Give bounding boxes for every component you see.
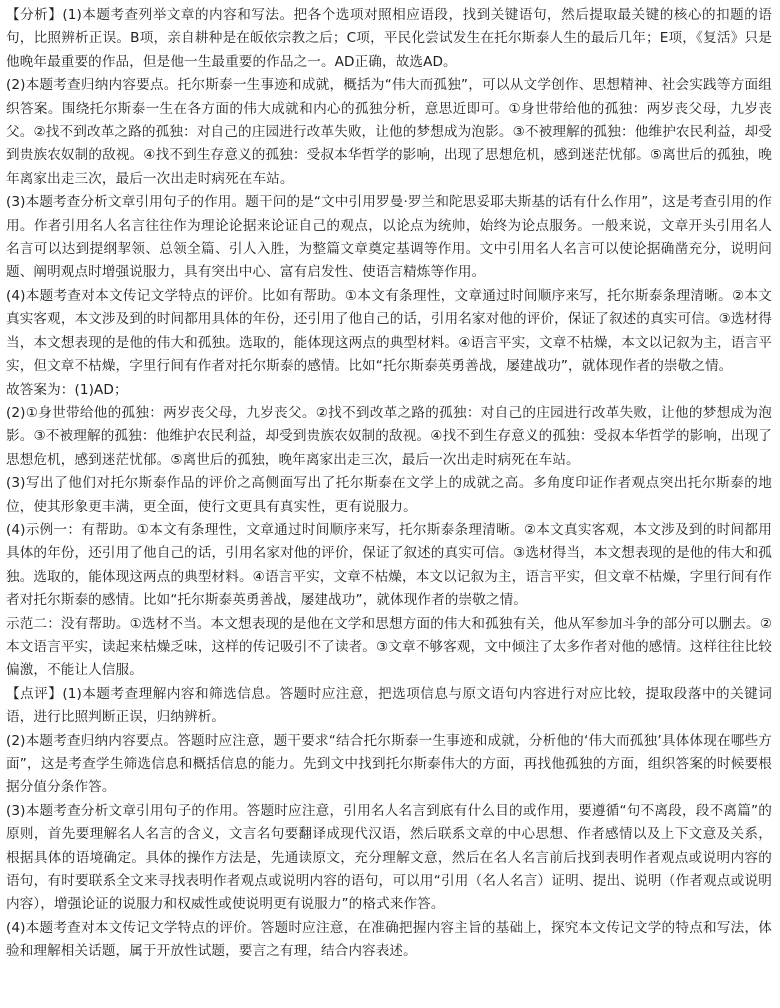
analysis-question-2: (2)本题考查归纳内容要点。托尔斯泰一生事迹和成就，概括为“伟大而孤独”，可以从文学创作、思想精神、社会实践等方面组织答案。围绕托尔斯泰一生在各方面的伟大成就和内心的孤独分析，意思近即可。①身世带给他的孤独：两岁丧父母，九岁丧父。②找不到改革之路的孤独：对自己的庄园进行改革失败，让他的梦想成为泡影。③不被理解的孤独：他维护农民利益，却受到贵族农奴制的敌视。④找不到生存意义的孤独：受叔本华哲学的影响，出现了思想危机，感到迷茫忧郁。⑤离世后的孤独，晚年离家出走三次，最后一次出走时病死在车站。 [6,77,772,187]
answer-question-4-example-2: 示范二：没有帮助。①选材不当。本文想表现的是他在文学和思想方面的伟大和孤独有关，他从军参加斗争的部分可以删去。②本文语言平实，读起来枯燥乏味，这样的传记吸引不了读者。③文章不够客观，文中倾注了太多作者对他的感情。这样往往比较偏激，不能让人信服。 [6,615,772,679]
analysis-question-3: (3)本题考查分析文章引用句子的作用。题干问的是“文中引用罗曼·罗兰和陀思妥耶夫斯基的话有什么作用”，这是考查引用的作用。作者引用名人名言往往作为理论论据来论证自己的观点，以论点为统帅，始终为论点服务。一般来说，文章开头引用名人名言可以达到提纲挈领、总领全篇、引人入胜，为整篇文章奠定基调等作用。文中引用名人名言可以使论据确凿充分，说明问题、阐明观点时增强说服力，具有突出中心、富有启发性、使语言精炼等作用。 [6,194,772,281]
answer-question-2: (2)①身世带给他的孤独：两岁丧父母，九岁丧父。②找不到改革之路的孤独：对自己的庄园进行改革失败，让他的梦想成为泡影。③不被理解的孤独：他维护农民利益，却受到贵族农奴制的敌视。④找不到生存意义的孤独：受叔本华哲学的影响，出现了思想危机，感到迷茫忧郁。⑤离世后的孤独，晚年离家出走三次，最后一次出走时病死在车站。 [6,404,772,468]
answer-question-4-example-1: (4)示例一：有帮助。①本文有条理性，文章通过时间顺序来写，托尔斯泰条理清晰。②本文真实客观，本文涉及到的时间都用具体的年份，还引用了他自己的话，引用名家对他的评价，保证了叙述的真实可信。③选材得当，本文想表现的是他的伟大和孤独。选取的，能体现这两点的典型材料。④语言平实，文章不枯燥，本文以记叙为主，语言平实，但文章不枯燥，字里行间有作者对托尔斯泰的感情。比如“托尔斯泰英勇善战，屡建战功”，就体现作者的崇敬之情。 [6,521,772,609]
analysis-question-1: 【分析】(1)本题考查列举文章的内容和写法。把各个选项对照相应语段，找到关键语句，然后提取最关键的核心的扣题的语句，比照辨析正误。B项，亲自耕种是在皈依宗教之后；C项，平民化尝试发生在托尔斯泰人生的最后几年；E项，《复活》只是他晚年最重要的作品，但是他一生最重要的作品之一。AD正确，故选AD。 [6,7,772,70]
analysis-question-4: (4)本题考查对本文传记文学特点的评价。比如有帮助。①本文有条理性，文章通过时间顺序来写，托尔斯泰条理清晰。②本文真实客观，本文涉及到的时间都用具体的年份，还引用了他自己的话，引用名家对他的评价，保证了叙述的真实可信。③选材得当，本文想表现的是他的伟大和孤独。选取的，能体现这两点的典型材料。④语言平实，文章不枯燥，本文以记叙为主，语言平实，但文章不枯燥，字里行间有作者对托尔斯泰的感情。比如“托尔斯泰英勇善战，屡建战功”，就体现作者的崇敬之情。 [6,287,772,375]
comment-question-3: (3)本题考查分析文章引用句子的作用。答题时应注意，引用名人名言到底有什么目的或作用，要遵循“句不离段，段不离篇”的原则，首先要理解名人名言的含义，文言名句要翻译成现代汉语，然后联系文章的中心思想、作者感情以及上下文意及关系，根据具体的语境确定。具体的操作方法是，先通读原文，充分理解文意，然后在名人名言前后找到表明作者观点或说明内容的语句，有时要联系全文来寻找表明作者观点或说明内容的语句，可以用“引用（名人名言）证明、提出、说明（作者观点或说明内容），增强论证的说服力和权威性或使说明更有说服力”的格式来作答。 [6,802,772,913]
answer-question-3: (3)写出了他们对托尔斯泰作品的评价之高侧面写出了托尔斯泰在文学上的成就之高。多角度印证作者观点突出托尔斯泰的地位，使其形象更丰满，更全面，使行文更具有真实性，更有说服力。 [6,475,772,515]
comment-question-4: (4)本题考查对本文传记文学特点的评价。答题时应注意，在准确把握内容主旨的基础上，探究本文传记文学的特点和写法，体验和理解相关话题，属于开放性试题，要言之有理，结合内容表述。 [6,919,772,960]
comment-question-1: 【点评】(1)本题考查理解内容和筛选信息。答题时应注意，把选项信息与原文语句内容进行对应比较，提取段落中的关键词语，进行比照判断正误，归纳辨析。 [6,685,772,726]
comment-question-2: (2)本题考查归纳内容要点。答题时应注意，题干要求“结合托尔斯泰一生事迹和成就，分析他的‘伟大而孤独’具体体现在哪些方面”，这是考查学生筛选信息和概括信息的能力。先到文中找到托尔斯泰伟大的方面，再找他孤独的方面，组织答案的时候要根据分值分条作答。 [6,732,772,796]
answer-question-1: 故答案为：(1)AD； [6,381,128,398]
